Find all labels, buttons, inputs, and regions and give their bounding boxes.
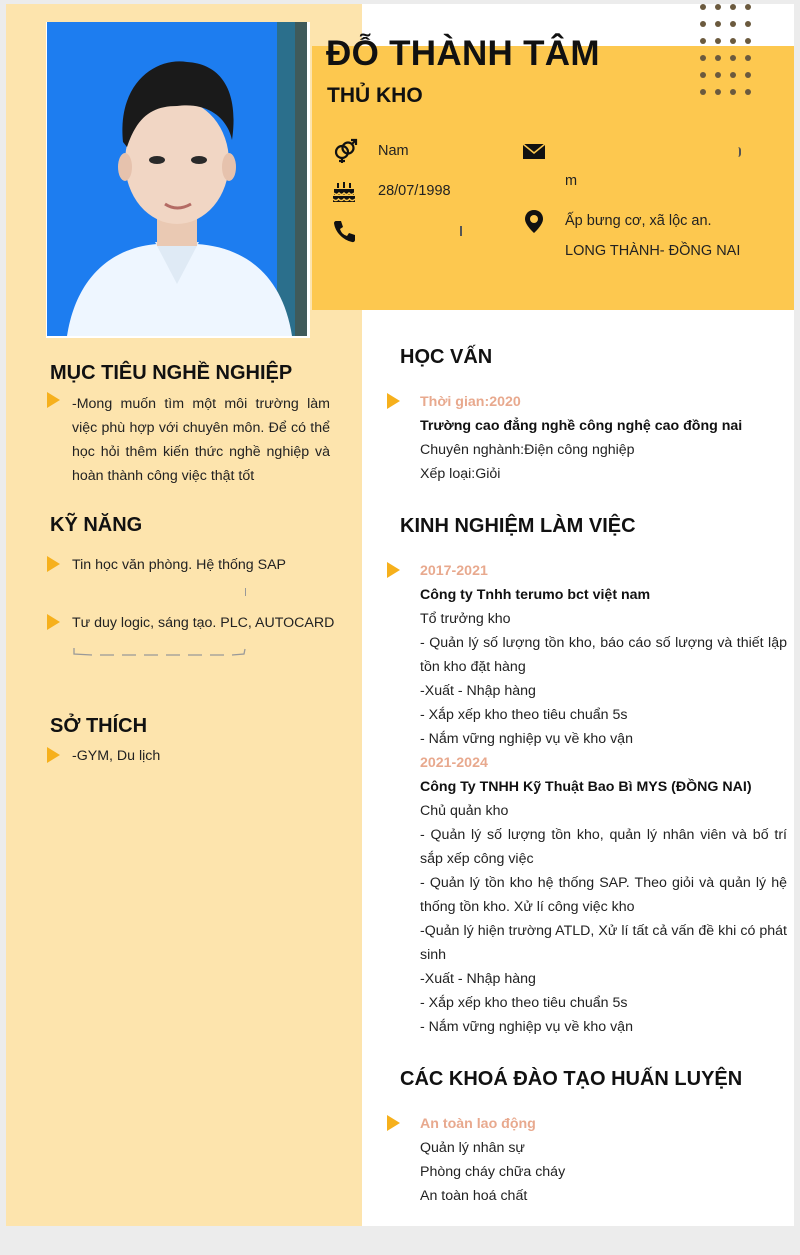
job-duty: -Xuất - Nhập hàng: [420, 683, 536, 699]
triangle-bullet-icon: [387, 562, 400, 578]
training-item: An toàn hoá chất: [420, 1188, 528, 1204]
training-list: [420, 1112, 565, 1208]
location-pin-icon: [521, 208, 547, 234]
cake-icon: [331, 179, 357, 205]
decorative-dot: [700, 38, 706, 44]
triangle-bullet-icon: [47, 614, 60, 630]
birthday-value: 28/07/1998: [378, 183, 451, 199]
triangle-bullet-icon: [387, 1115, 400, 1131]
job-duty: -Quản lý hiện trường ATLD, Xử lí tất cả vấn đề khi có phát sinh: [420, 923, 787, 963]
decorative-dot-grid: [700, 4, 760, 100]
decorative-dot: [715, 4, 721, 10]
gender-value: Nam: [378, 143, 409, 159]
job-period: 2017-2021: [420, 563, 488, 579]
decorative-dot: [745, 89, 751, 95]
decorative-dot: [715, 89, 721, 95]
gender-icon: [332, 138, 358, 164]
decorative-dot: [730, 21, 736, 27]
job-duty: - Xắp xếp kho theo tiêu chuẩn 5s: [420, 707, 628, 723]
decorative-dot: [730, 72, 736, 78]
training-item: Quản lý nhân sự: [420, 1140, 525, 1156]
decorative-dot: [730, 38, 736, 44]
decorative-dot: [745, 21, 751, 27]
education-grade: Xếp loại:Giỏi: [420, 466, 501, 482]
triangle-bullet-icon: [387, 393, 400, 409]
job-period: 2021-2024: [420, 755, 488, 771]
address-line1: Ấp bưng cơ, xã lộc an.: [565, 213, 712, 229]
education-major: Chuyên nghành:Điện công nghiệp: [420, 442, 635, 458]
hobby-item: -GYM, Du lịch: [72, 748, 161, 764]
decorative-dot: [700, 21, 706, 27]
decorative-dot: [730, 55, 736, 61]
decorative-dot: [715, 21, 721, 27]
decorative-dot: [700, 89, 706, 95]
objective-text: -Mong muốn tìm một môi trường làm việc phù hợp với chuyên môn. Để có thể học hỏi thêm kiến thức nghề nghiệp và hoàn thành công việc thật tốt: [72, 396, 330, 484]
decorative-dot: [715, 55, 721, 61]
job-duty: - Quản lý tồn kho hệ thống SAP. Theo giỏi và quản lý hệ thống tồn kho. Xử lí công việc kho: [420, 875, 787, 915]
job-duty: - Nắm vững nghiệp vụ về kho vận: [420, 731, 633, 747]
redacted-mark: [245, 588, 246, 596]
triangle-bullet-icon: [47, 747, 60, 763]
education-time: Thời gian:2020: [420, 394, 521, 410]
envelope-icon: [521, 138, 547, 164]
skill-item: Tin học văn phòng. Hệ thống SAP: [72, 557, 287, 573]
redacted-mark: [72, 646, 248, 658]
experience-list: [420, 559, 787, 1039]
training-title: CÁC KHOÁ ĐÀO TẠO HUẤN LUYỆN: [400, 1068, 743, 1090]
job-duty: -Xuất - Nhập hàng: [420, 971, 536, 987]
redacted-mark: [460, 226, 462, 236]
job-position: Tổ trưởng kho: [420, 611, 511, 627]
experience-title: KINH NGHIỆM LÀM VIỆC: [400, 515, 636, 537]
triangle-bullet-icon: [47, 392, 60, 408]
cv-page: [6, 4, 794, 1226]
training-item: An toàn lao động: [420, 1116, 536, 1132]
decorative-dot: [745, 38, 751, 44]
job-duty: - Quản lý số lượng tồn kho, quản lý nhân viên và bố trí sắp xếp công việc: [420, 827, 787, 867]
decorative-dot: [700, 4, 706, 10]
education-school: Trường cao đẳng nghề công nghệ cao đồng nai: [420, 418, 743, 434]
address-line2: LONG THÀNH- ĐỒNG NAI: [565, 243, 741, 259]
job-duty: - Quản lý số lượng tồn kho, báo cáo số lượng và thiết lập tồn kho đặt hàng: [420, 635, 787, 675]
decorative-dot: [700, 55, 706, 61]
phone-icon: [331, 218, 357, 244]
hobbies-title: SỞ THÍCH: [50, 715, 148, 737]
decorative-dot: [700, 72, 706, 78]
decorative-dot: [730, 89, 736, 95]
job-duty: - Nắm vững nghiệp vụ về kho vận: [420, 1019, 633, 1035]
skill-item: Tư duy logic, sáng tạo. PLC, AUTOCARD: [72, 615, 335, 631]
decorative-dot: [745, 72, 751, 78]
job-duty: - Xắp xếp kho theo tiêu chuẩn 5s: [420, 995, 628, 1011]
objective-title: MỤC TIÊU NGHỀ NGHIỆP: [50, 362, 293, 384]
decorative-dot: [715, 38, 721, 44]
profile-photo: [46, 22, 310, 338]
decorative-dot: [745, 4, 751, 10]
candidate-role: THỦ KHO: [327, 84, 423, 107]
skills-title: KỸ NĂNG: [50, 514, 143, 536]
candidate-name: ĐỖ THÀNH TÂM: [326, 34, 600, 73]
decorative-dot: [715, 72, 721, 78]
job-position: Chủ quản kho: [420, 803, 509, 819]
decorative-dot: [745, 55, 751, 61]
triangle-bullet-icon: [47, 556, 60, 572]
redacted-mark: [738, 147, 741, 157]
email-value-line2: m: [565, 173, 578, 189]
training-item: Phòng cháy chữa cháy: [420, 1164, 566, 1180]
decorative-dot: [730, 4, 736, 10]
job-company: Công Ty TNHH Kỹ Thuật Bao Bì MYS (ĐỒNG NAI): [420, 779, 752, 795]
job-company: Công ty Tnhh terumo bct việt nam: [420, 587, 651, 603]
education-title: HỌC VẤN: [400, 346, 493, 368]
